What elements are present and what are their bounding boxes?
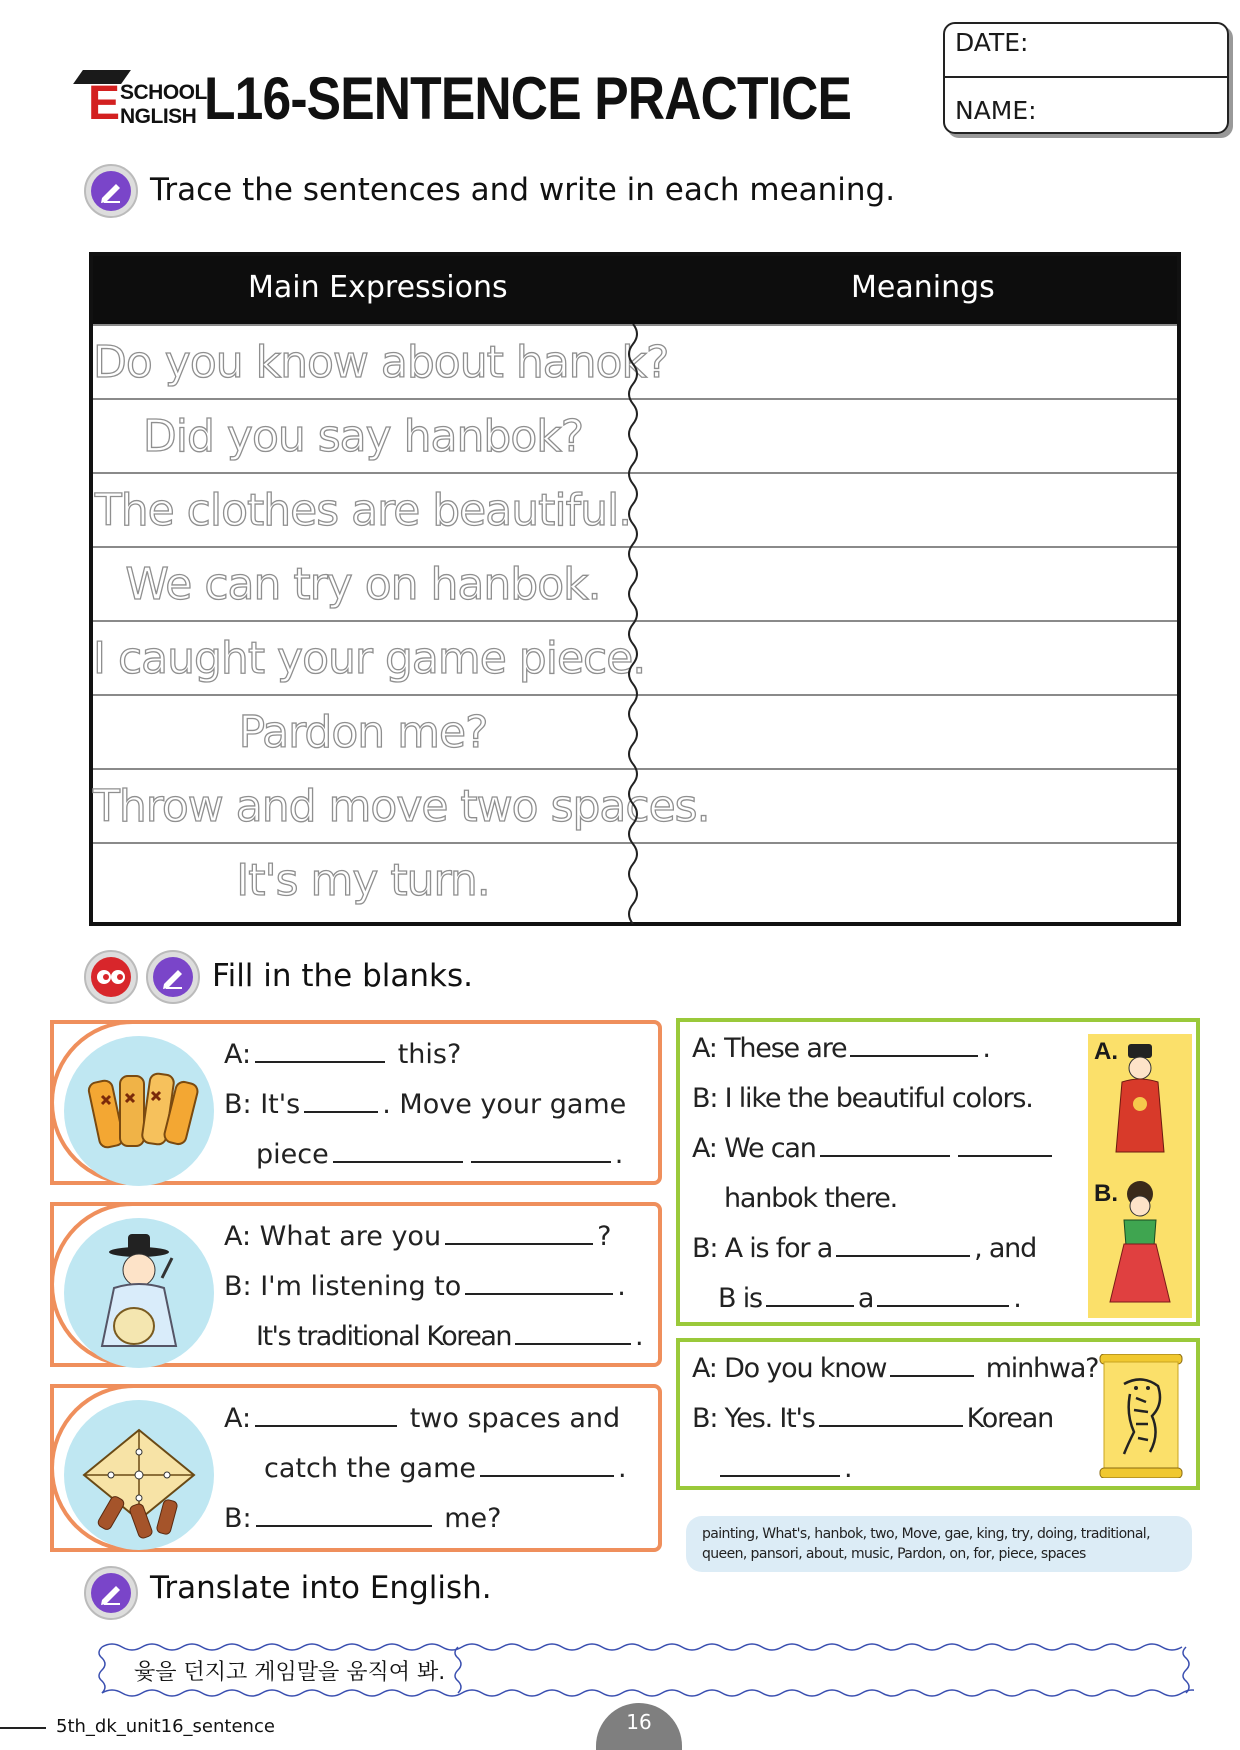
blank[interactable] [471,1143,611,1163]
text: . [1013,1283,1021,1314]
blank[interactable] [515,1325,631,1345]
meaning-field[interactable] [641,770,1177,844]
box4-line4: hanbok there. [724,1183,898,1214]
korean-sentence: 윷을 던지고 게임말을 움직여 봐. [134,1660,446,1685]
blank[interactable] [836,1237,970,1257]
meaning-field[interactable] [641,696,1177,770]
trace-expression[interactable]: Throw and move two spaces. [93,781,710,832]
translation-field[interactable] [468,1649,1178,1691]
pencil-icon [84,164,138,218]
wavy-divider [623,324,643,924]
fill-box-minhwa [676,1338,1200,1490]
blank[interactable] [255,1407,397,1427]
text: It's traditional Korean [256,1321,511,1352]
meaning-field[interactable] [641,400,1177,474]
trace-expression[interactable]: It's my turn. [236,855,490,906]
box5-line2 [692,1394,1072,1444]
blank[interactable] [720,1457,840,1477]
blank[interactable] [877,1287,1009,1307]
eyes-icon [84,950,138,1004]
text: A: We can [692,1133,816,1164]
box5-line3 [692,1444,1072,1494]
logo-line1: SCHOOL [120,81,207,104]
text: A: [224,1403,252,1434]
text: this? [397,1039,462,1070]
date-field[interactable]: DATE: [945,24,1227,78]
blank[interactable] [850,1037,978,1057]
date-name-box [943,22,1229,134]
text: A: What are you [224,1221,442,1252]
text: . [635,1321,643,1352]
meaning-field[interactable] [641,844,1177,918]
text: . [982,1033,990,1064]
text: . [614,1139,624,1170]
text: B: A is for a [692,1233,833,1264]
fill-box-hanbok [676,1018,1200,1326]
text: B: [224,1503,252,1534]
meaning-field[interactable] [641,474,1177,548]
meaning-field[interactable] [641,622,1177,696]
translate-box [98,1641,1194,1699]
text: B: I'm listening to [224,1271,462,1302]
box3-line1 [224,1394,648,1444]
trace-expression[interactable]: We can try on hanbok. [125,559,601,610]
page-title: L16-SENTENCE PRACTICE [204,65,852,132]
meaning-field[interactable] [641,548,1177,622]
pansori-drummer-image [64,1218,214,1368]
trace-expression[interactable]: I caught your game piece. [93,633,646,684]
box4-line2: B: I like the beautiful colors. [692,1083,1033,1114]
hanbok-image [1088,1034,1192,1318]
trace-table [89,252,1181,926]
label-a: A. [1094,1038,1118,1065]
instruction-translate: Translate into English. [150,1570,492,1606]
blank[interactable] [480,1457,614,1477]
blank[interactable] [820,1137,950,1157]
box2-line2 [224,1262,648,1312]
trace-expression[interactable]: Do you know about hanok? [93,337,669,388]
box1-line2 [224,1080,648,1130]
text: me? [444,1503,502,1534]
box4-line5 [692,1224,1072,1274]
col-meanings: Meanings [851,270,995,305]
box4-line3 [692,1124,1072,1174]
fill-box-pansori [50,1202,662,1367]
trace-expression[interactable]: Did you say hanbok? [142,411,584,462]
text: . Move your game [382,1089,627,1120]
text: A: [224,1039,252,1070]
text: . [617,1271,626,1302]
text: minhwa? [985,1353,1099,1384]
blank[interactable] [958,1137,1052,1157]
text: Korean [966,1403,1054,1434]
blank[interactable] [890,1357,974,1377]
queen-figure-icon [1110,1181,1170,1302]
footer-line [0,1727,46,1729]
fill-box-yut [50,1020,662,1185]
footer-file-label: 5th_dk_unit16_sentence [56,1716,275,1737]
text: ? [597,1221,612,1252]
blank[interactable] [445,1225,593,1245]
text: piece [256,1139,329,1170]
pencil-icon [146,950,200,1004]
box4-line6 [692,1274,1072,1324]
text: , and [974,1233,1037,1264]
tiger-painting-image [1094,1354,1188,1478]
word-bank: painting, What's, hanbok, two, Move, gae, king, try, doing, traditional, queen, pansori, about, music, Pardon, on, for, piece, spaces [686,1516,1192,1572]
trace-table-header [93,256,1177,324]
yut-board-image [64,1400,214,1550]
blank[interactable] [256,1507,432,1527]
box3-line3 [224,1494,648,1544]
blank[interactable] [333,1143,463,1163]
text: B is [718,1283,762,1314]
trace-expression[interactable]: The clothes are beautiful. [94,485,632,536]
text: . [618,1453,627,1484]
box2-line3 [224,1312,648,1362]
box1-line1 [224,1030,648,1080]
box1-line3 [224,1130,648,1180]
text: B: It's [224,1089,301,1120]
box2-line1 [224,1212,648,1262]
text: catch the game [264,1453,477,1484]
meaning-field[interactable] [641,326,1177,400]
pencil-icon [84,1566,138,1620]
instruction-fill: Fill in the blanks. [212,958,474,994]
trace-expression[interactable]: Pardon me? [238,707,488,758]
box3-line2 [224,1444,648,1494]
instruction-trace: Trace the sentences and write in each meaning. [150,172,896,208]
page-number: 16 [596,1703,682,1750]
box4-line1 [692,1024,1072,1074]
blank[interactable] [819,1407,963,1427]
fill-box-yut-board [50,1384,662,1552]
text: A: These are [692,1033,847,1064]
logo-letter: E [88,77,121,130]
blank[interactable] [465,1275,613,1295]
text: B: Yes. It's [692,1403,815,1434]
blank[interactable] [766,1287,854,1307]
text: . [844,1453,852,1484]
blank[interactable] [255,1043,385,1063]
name-field[interactable]: NAME: [955,96,1037,125]
text: two spaces and [409,1403,621,1434]
king-figure-icon [1116,1044,1164,1152]
text: A: Do you know [692,1353,887,1384]
label-b: B. [1094,1180,1118,1207]
col-main-expressions: Main Expressions [248,270,508,305]
school-english-logo [78,66,207,134]
yut-sticks-image [64,1036,214,1186]
blank[interactable] [304,1093,378,1113]
box5-line1 [692,1344,1099,1394]
text: a [857,1283,874,1314]
logo-line2: NGLISH [120,105,197,128]
